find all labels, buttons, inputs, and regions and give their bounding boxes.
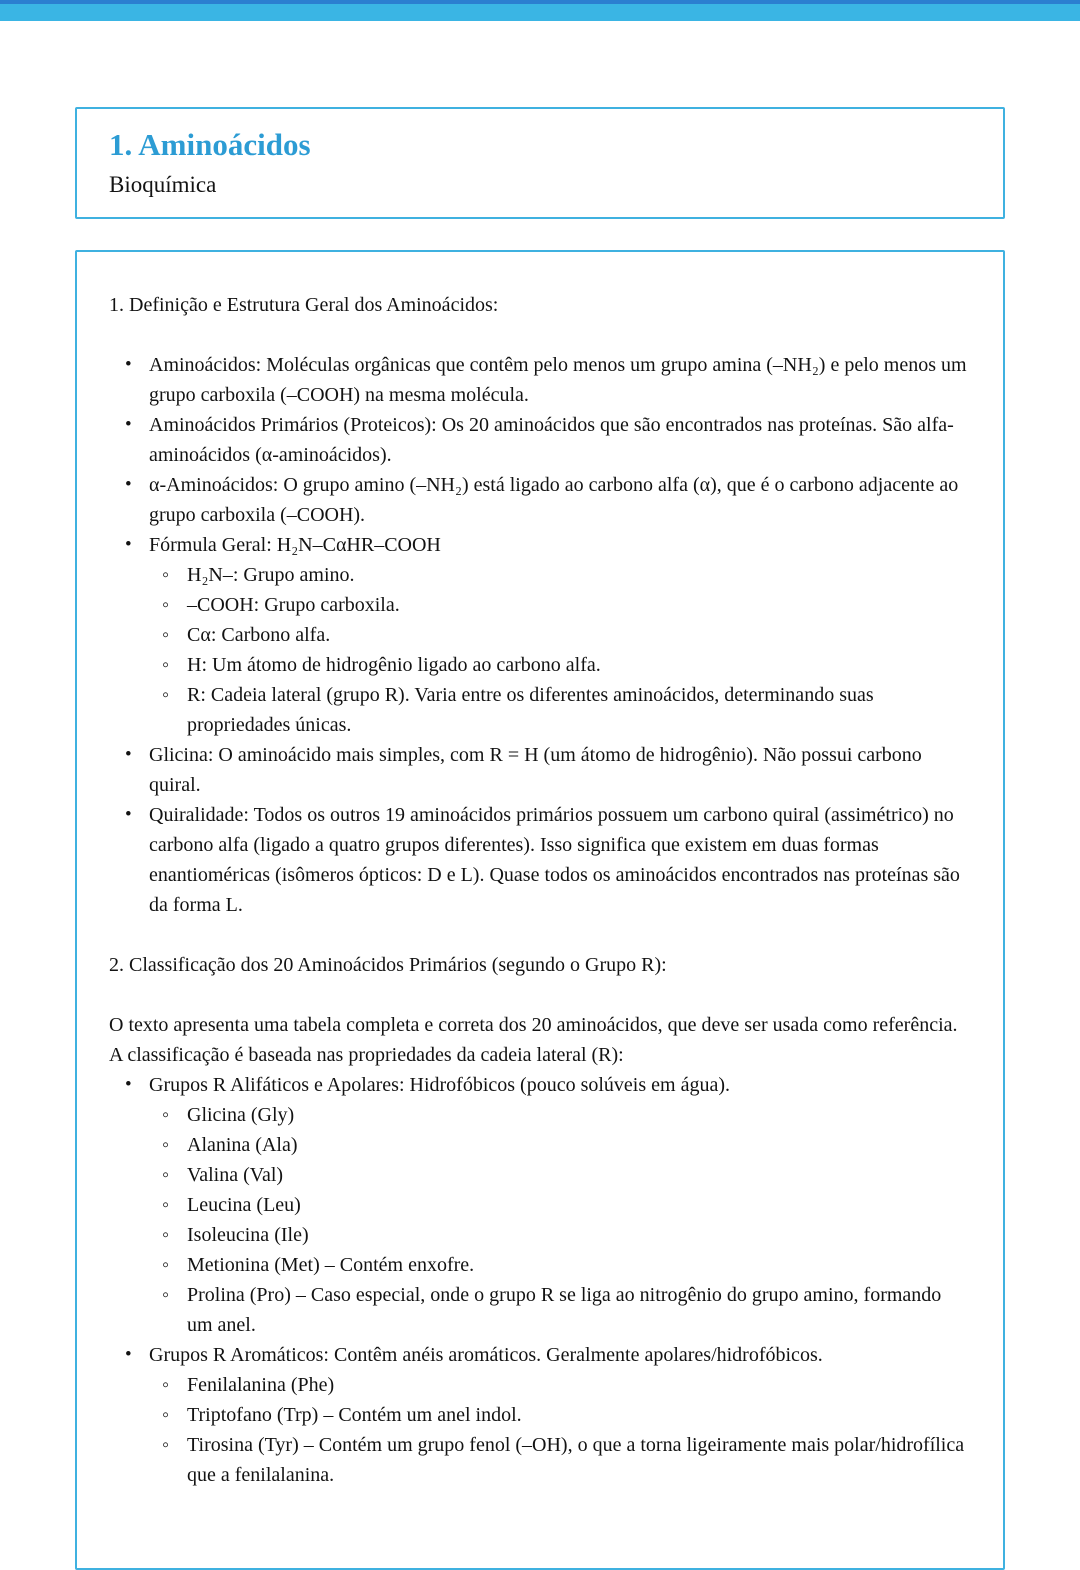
list-item [125, 800, 969, 920]
sub-list-item-text: –COOH: Grupo carboxila. [187, 593, 400, 616]
list-item-text: Quiralidade: Todos os outros 19 aminoácidos primários possuem um carbono quiral (assimétrico) no carbono alfa (ligado a quatro grupos diferentes). Isso significa que existem em duas formas enantioméricas (isômeros ópticos: D e L). Quase todos os aminoácidos encontrados nas proteínas são da forma L. [149, 803, 960, 916]
bullet-marker: • [125, 1073, 132, 1095]
bullet-marker: • [125, 473, 132, 495]
sub-list-item [162, 1250, 969, 1280]
sub-list-item-text: Leucina (Leu) [187, 1193, 301, 1216]
sub-list-item-text: Prolina (Pro) – Caso especial, onde o grupo R se liga ao nitrogênio do grupo amino, formando um anel. [187, 1283, 942, 1336]
sub-list-item-text: Cα: Carbono alfa. [187, 623, 331, 646]
sub-list-item [162, 1220, 969, 1250]
sub-list-item-text: Tirosina (Tyr) – Contém um grupo fenol (–OH), o que a torna ligeiramente mais polar/hidrofílica que a fenilalanina. [187, 1433, 965, 1486]
circle-bullet-marker: ◦ [162, 1133, 170, 1156]
sub-list-item [162, 680, 969, 740]
bullet-list [109, 350, 969, 920]
page-title: 1. Aminoácidos [109, 127, 311, 162]
circle-bullet-marker: ◦ [162, 1163, 170, 1186]
bullet-marker: • [125, 803, 132, 825]
bullet-list [109, 1070, 969, 1490]
sub-list-item-text: Metionina (Met) – Contém enxofre. [187, 1253, 475, 1276]
list-item-text: Grupos R Aromáticos: Contêm anéis aromáticos. Geralmente apolares/hidrofóbicos. [149, 1343, 823, 1366]
sub-list-item [162, 1400, 969, 1430]
circle-bullet-marker: ◦ [162, 1283, 170, 1306]
list-item [125, 530, 969, 740]
sub-list-item-text: Isoleucina (Ile) [187, 1223, 309, 1246]
sub-list-item [162, 1430, 969, 1490]
list-item [125, 350, 969, 410]
sub-list-item [162, 1190, 969, 1220]
list-item-text: Fórmula Geral: H₂N–CαHR–COOH [149, 533, 441, 556]
circle-bullet-marker: ◦ [162, 1103, 170, 1126]
list-item-text: Aminoácidos Primários (Proteicos): Os 20 aminoácidos que são encontrados nas proteínas. São alfa-aminoácidos (α-aminoácidos). [149, 413, 954, 466]
sub-list-item-text: H₂N–: Grupo amino. [187, 563, 355, 586]
sub-list-item-text: H: Um átomo de hidrogênio ligado ao carbono alfa. [187, 653, 601, 676]
list-item-text: Grupos R Alifáticos e Apolares: Hidrofóbicos (pouco solúveis em água). [149, 1073, 730, 1096]
document-card [75, 250, 1005, 1570]
list-item-text: Glicina: O aminoácido mais simples, com R = H (um átomo de hidrogênio). Não possui carbono quiral. [149, 743, 922, 796]
sub-list-item-text: Triptofano (Trp) – Contém um anel indol. [187, 1403, 522, 1426]
sub-bullet-list [149, 1370, 969, 1490]
title-card [75, 107, 1005, 219]
sub-list-item [162, 590, 969, 620]
top-accent-bar [0, 0, 1080, 21]
sub-list-item-text: Valina (Val) [187, 1163, 284, 1186]
section-heading: 2. Classificação dos 20 Aminoácidos Primários (segundo o Grupo R): [109, 953, 667, 976]
sub-list-item-text: Fenilalanina (Phe) [187, 1373, 335, 1396]
bullet-marker: • [125, 413, 132, 435]
sub-list-item [162, 1370, 969, 1400]
list-item-text: Aminoácidos: Moléculas orgânicas que contêm pelo menos um grupo amina (–NH₂) e pelo menos um grupo carboxila (–COOH) na mesma molécula. [149, 353, 967, 406]
sub-list-item [162, 1280, 969, 1340]
sub-list-item [162, 1160, 969, 1190]
sub-list-item-text: Glicina (Gly) [187, 1103, 295, 1126]
sub-bullet-list [149, 1100, 969, 1340]
circle-bullet-marker: ◦ [162, 563, 170, 586]
circle-bullet-marker: ◦ [162, 653, 170, 676]
sub-list-item [162, 650, 969, 680]
list-item [125, 1340, 969, 1490]
bullet-marker: • [125, 533, 132, 555]
sub-bullet-list [149, 560, 969, 740]
bullet-marker: • [125, 353, 132, 375]
paragraph: O texto apresenta uma tabela completa e correta dos 20 aminoácidos, que deve ser usada como referência. A classificação é baseada nas propriedades da cadeia lateral (R): [109, 1013, 958, 1066]
sub-list-item-text: R: Cadeia lateral (grupo R). Varia entre os diferentes aminoácidos, determinando suas propriedades únicas. [187, 683, 874, 736]
circle-bullet-marker: ◦ [162, 683, 170, 706]
circle-bullet-marker: ◦ [162, 623, 170, 646]
sub-list-item [162, 560, 969, 590]
circle-bullet-marker: ◦ [162, 1253, 170, 1276]
section-heading: 1. Definição e Estrutura Geral dos Aminoácidos: [109, 293, 499, 316]
list-item [125, 410, 969, 470]
list-item-text: α-Aminoácidos: O grupo amino (–NH₂) está ligado ao carbono alfa (α), que é o carbono adjacente ao grupo carboxila (–COOH). [149, 473, 959, 526]
circle-bullet-marker: ◦ [162, 1223, 170, 1246]
sub-list-item [162, 620, 969, 650]
list-item [125, 740, 969, 800]
bullet-marker: • [125, 1343, 132, 1365]
circle-bullet-marker: ◦ [162, 1193, 170, 1216]
list-item [125, 470, 969, 530]
bullet-marker: • [125, 743, 132, 765]
circle-bullet-marker: ◦ [162, 1373, 170, 1396]
circle-bullet-marker: ◦ [162, 1403, 170, 1426]
list-item [125, 1070, 969, 1340]
circle-bullet-marker: ◦ [162, 1433, 170, 1456]
sub-list-item [162, 1130, 969, 1160]
circle-bullet-marker: ◦ [162, 593, 170, 616]
page-subtitle: Bioquímica [109, 172, 217, 198]
sub-list-item [162, 1100, 969, 1130]
sub-list-item-text: Alanina (Ala) [187, 1133, 298, 1156]
document-body [109, 290, 969, 1490]
